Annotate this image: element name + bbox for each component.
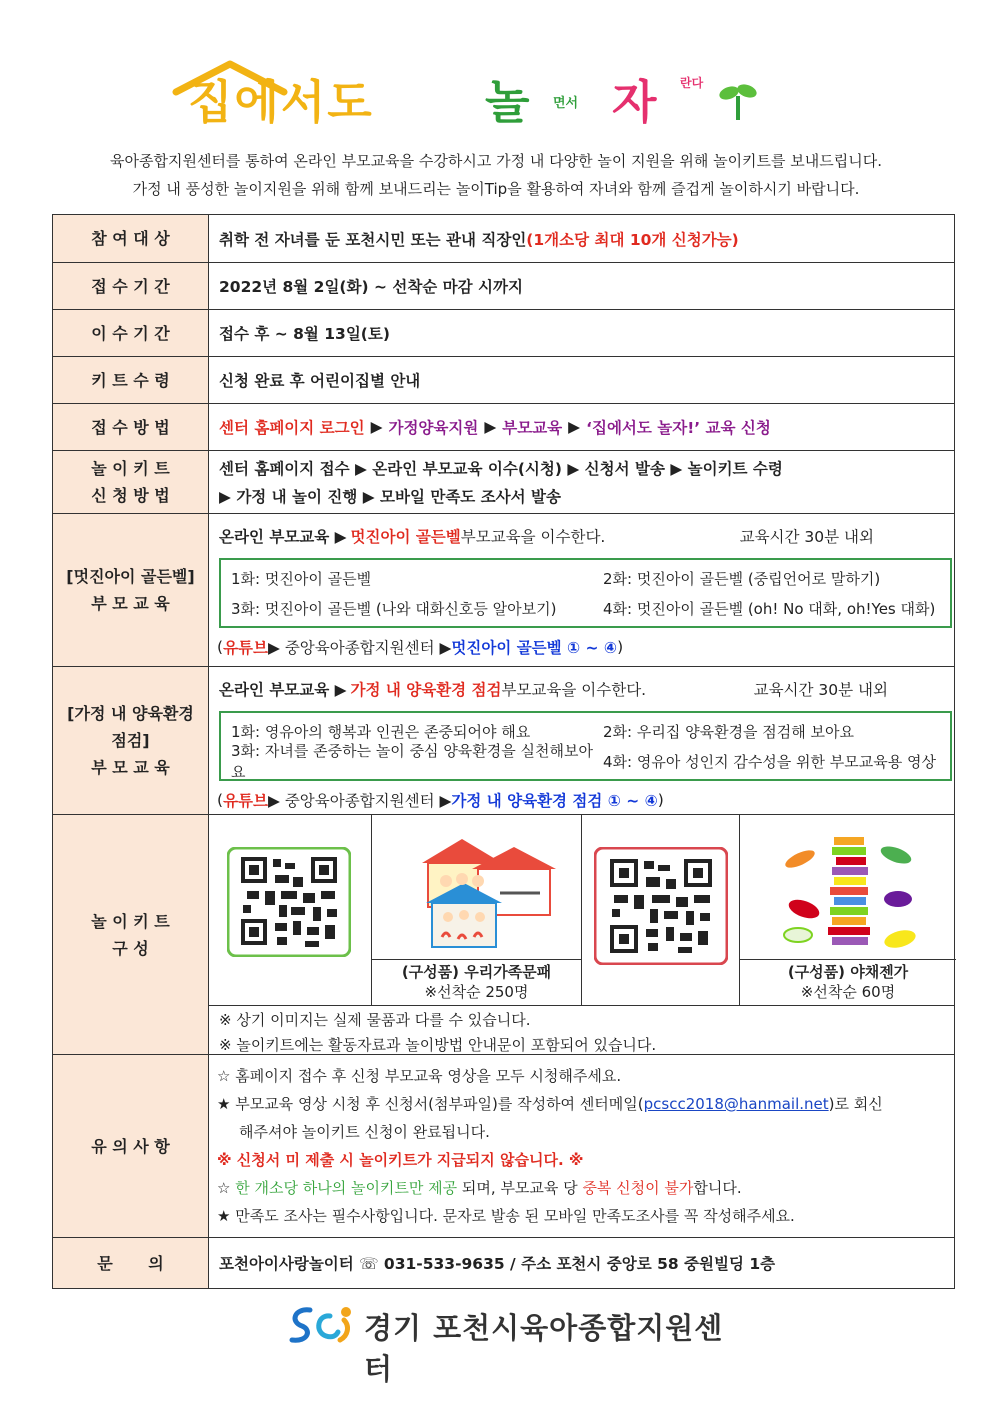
label-environment [53,667,209,814]
goldenbell-youtube [209,628,954,666]
content-period: 2022년 8월 2일(화) ~ 선착순 마감 시까지 [219,278,523,296]
kit-note-1: ※ 상기 이미지는 실제 물품과 다를 수 있습니다. [219,1011,531,1029]
notice-4-highlight: 한 개소당 하나의 놀이키트만 제공 [235,1179,458,1197]
kit-apply-line-1: 센터 홈페이지 접수 ▶ 온라인 부모교육 이수(시청) ▶ 신청서 발송 ▶ 놀이키트 수령 [219,460,783,478]
environment-ep1: 1화: 영유아의 행복과 인권은 존중되어야 해요 [231,722,531,741]
kit-item-cell-jenga [740,815,956,1005]
environment-intro-suffix: 부모교육을 이수한다. [501,681,647,699]
kit-item-nameplate-qty: ※선착순 250명 [424,983,529,1001]
notice-2-suffix: )로 회신 [828,1095,883,1113]
goldenbell-ep1: 1화: 멋진아이 골든벨 [231,569,372,588]
label-goldenbell-line1: [멋진아이 골든벨] [66,567,195,586]
content-kit [209,815,954,1060]
label-pickup: 키 트 수 령 [53,357,209,403]
kit-qr-cell-1 [209,815,372,1005]
environment-duration: 교육시간 30분 내외 [753,681,888,699]
environment-yt-name: 유튜브 [223,792,268,810]
content-kit-apply [209,451,954,511]
notice-3-warning: ※ 신청서 미 제출 시 놀이키트가 지급되지 않습니다. ※ [217,1151,584,1169]
label-method: 접 수 방 법 [53,404,209,450]
kit-item-jenga-name: (구성품) 야채젠가 [787,963,909,981]
goldenbell-yt-channel: ▶ 중앙육아종합지원센터 ▶ [267,639,452,657]
banner-word-grow-suffix: 란다 [680,76,704,90]
environment-ep4: 4화: 영유아 성인지 감수성을 위한 부모교육용 영상 [603,752,937,771]
environment-ep2: 2화: 우리집 양육환경을 점검해 보아요 [603,722,855,741]
goldenbell-intro-prefix: 온라인 부모교육 ▶ [219,528,347,546]
environment-yt-close: ) [657,791,664,809]
kit-notes [209,1005,954,1060]
label-contact: 문 의 [53,1238,209,1288]
label-kit-line1: 놀 이 키 트 [91,911,170,931]
qr-code-icon[interactable] [594,847,728,965]
goldenbell-course-name: 멋진아이 골든벨 [350,528,461,546]
banner-word-play-suffix: 면서 [553,96,579,111]
kit-note-2: ※ 놀이키트에는 활동자료과 놀이방법 안내문이 포함되어 있습니다. [219,1036,657,1054]
notice-2 [217,1090,946,1118]
content-complete: 접수 후 ~ 8월 13일(토) [219,325,390,343]
environment-youtube [209,781,954,819]
kit-qr-cell-2 [582,815,740,1005]
kit-image-grid [209,815,954,1005]
goldenbell-intro [209,514,954,558]
vegetable-jenga-image [780,827,920,955]
goldenbell-ep3: 3화: 멋진아이 골든벨 (나와 대화신호등 알아보기) [231,599,557,618]
method-step-4: ‘집에서도 놀자!’ 교육 신청 [586,419,771,437]
label-target: 참 여 대 상 [53,215,209,262]
kit-item-jenga-caption [740,959,956,1005]
goldenbell-yt-open: ( [217,638,224,656]
kit-item-jenga-qty: ※선착순 60명 [800,983,896,1001]
label-goldenbell [53,514,209,666]
method-arrow: ▶ [370,418,383,436]
target-text: 취학 전 자녀를 둔 포천시민 또는 관내 직장인 [219,230,527,249]
intro-line-1: 육아종합지원센터를 통하여 온라인 부모교육을 수강하시고 가정 내 다양한 놀이 지원을 위해 놀이키트를 보내드립니다. [110,152,882,170]
content-goldenbell [209,514,954,666]
environment-intro-prefix: 온라인 부모교육 ▶ [219,681,347,699]
content-target [209,215,954,262]
method-arrow: ▶ [484,418,497,436]
banner-word-home: 집에서도 [188,75,374,129]
center-logo-icon [286,1302,358,1346]
label-kit-line2: 구 성 [112,938,149,958]
kit-item-cell-nameplate [372,815,582,1005]
content-environment [209,667,954,819]
label-kit [53,815,209,1054]
row-kit-apply [53,451,954,514]
banner-word-grow: 자 [612,75,657,129]
target-limit: (1개소당 최대 10개 신청가능) [526,230,739,249]
info-table [52,214,955,1289]
intro-text [40,147,952,203]
content-method [209,404,954,450]
method-step-1: 센터 홈페이지 로그인 [219,419,365,437]
label-notice: 유 의 사 항 [53,1055,209,1237]
row-notice [53,1055,954,1238]
row-kit [53,815,954,1055]
notice-4-end: 합니다. [693,1179,742,1197]
goldenbell-yt-name: 유튜브 [223,639,268,657]
environment-yt-title: 가정 내 양육환경 점검 ① ~ ④ [451,792,658,810]
environment-intro [209,667,954,711]
method-arrow: ▶ [568,418,581,436]
method-step-3: 부모교육 [502,419,563,437]
label-period: 접 수 기 간 [53,263,209,309]
label-environment-line3: 부 모 교 육 [91,758,170,777]
notice-4-star: ☆ [217,1179,236,1197]
title-banner [170,58,790,134]
row-contact [53,1238,954,1288]
content-notice [209,1055,954,1237]
label-environment-line2: 점검] [111,731,150,750]
notice-5: ★ 만족도 조사는 필수사항입니다. 문자로 발송 된 모바일 만족도조사를 꼭 작성해주세요. [217,1207,795,1225]
goldenbell-ep4: 4화: 멋진아이 골든벨 (oh! No 대화, oh!Yes 대화) [603,599,936,618]
row-goldenbell [53,514,954,667]
environment-course-name: 가정 내 양육환경 점검 [350,681,502,699]
kit-item-nameplate-name: (구성품) 우리가족문패 [401,963,552,981]
goldenbell-yt-title: 멋진아이 골든벨 ① ~ ④ [451,639,618,657]
goldenbell-ep2: 2화: 멋진아이 골든벨 (중립언어로 말하기) [603,569,881,588]
notice-1: ☆ 홈페이지 접수 후 신청 부모교육 영상을 모두 시청해주세요. [217,1067,622,1085]
label-kit-apply [53,451,209,513]
goldenbell-yt-close: ) [617,638,624,656]
environment-yt-channel: ▶ 중앙육아종합지원센터 ▶ [267,792,452,810]
environment-ep3: 3화: 자녀를 존중하는 놀이 중심 양육환경을 실천해보아요 [231,742,593,781]
notice-4-warning: 중복 신청이 불가 [582,1179,694,1197]
row-complete [53,310,954,357]
goldenbell-intro-suffix: 부모교육을 이수한다. [460,528,606,546]
notice-4 [217,1174,946,1202]
contact-email-link[interactable]: pcscc2018@hanmail.net [643,1095,829,1113]
sprout-icon [718,76,758,120]
footer-org-name: 경기 포천시육아종합지원센터 [364,1311,724,1386]
banner-word-play: 놀 [485,75,530,129]
goldenbell-episode-box [219,558,952,628]
label-environment-line1: [가정 내 양육환경 [67,704,194,723]
content-pickup: 신청 완료 후 어린이집별 안내 [219,372,421,390]
goldenbell-duration: 교육시간 30분 내외 [739,528,874,546]
label-kit-apply-line2: 신 청 방 법 [91,486,170,505]
footer-logo [286,1300,726,1386]
qr-code-icon[interactable] [227,847,351,957]
row-pickup [53,357,954,404]
notice-2-text: ★ 부모교육 영상 시청 후 신청서(첨부파일)를 작성하여 센터메일( [217,1095,644,1113]
row-period [53,263,954,310]
row-method [53,404,954,451]
content-contact: 포천아이사랑놀이터 ☏ 031-533-9635 / 주소 포천시 중앙로 58 중원빌딩 1층 [219,1255,776,1273]
notice-2-cont: 해주셔야 놀이키트 신청이 완료됩니다. [239,1123,490,1141]
intro-line-2: 가정 내 풍성한 놀이지원을 위해 함께 보내드리는 놀이Tip을 활용하여 자녀와 함께 즐겁게 놀이하시기 바랍니다. [132,180,860,198]
kit-apply-line-2: ▶ 가정 내 놀이 진행 ▶ 모바일 만족도 조사서 발송 [219,488,561,506]
label-complete: 이 수 기 간 [53,310,209,356]
environment-episode-box [219,711,952,781]
method-step-2: 가정양육지원 [388,419,479,437]
row-environment [53,667,954,815]
label-goldenbell-line2: 부 모 교 육 [91,594,170,613]
notice-4-text: 되며, 부모교육 당 [457,1179,583,1197]
label-kit-apply-line1: 놀 이 키 트 [91,459,170,478]
family-nameplate-image [402,833,562,951]
environment-yt-open: ( [217,791,224,809]
row-target [53,215,954,263]
kit-item-nameplate-caption [372,959,581,1005]
